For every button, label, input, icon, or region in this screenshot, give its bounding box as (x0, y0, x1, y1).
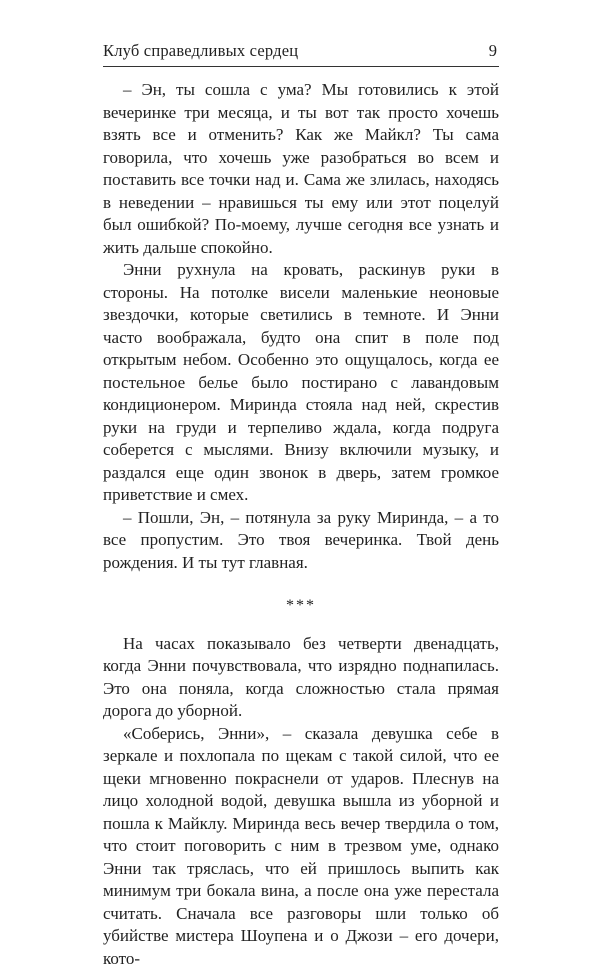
paragraph: «Соберись, Энни», – сказала девушка себе в зеркале и похлопала по щекам с такой силой, что ее щеки мгновенно покраснели от ударов. Плеснув на лицо холодной водой, девушка вышла из уборной и пошла к Майклу. Миринда весь вечер твердила о том, что стоит поговорить с ним в трезвом уме, однако Энни так тряслась, что ей пришлось выпить как минимум три бокала вина, а после она уже перестала считать. Сначала все разговоры шли только об убийстве мистера Шоупена и о Джози – его дочери, кото- (103, 723, 499, 970)
paragraph: – Эн, ты сошла с ума? Мы готовились к этой вечеринке три месяца, и ты вот так просто хочешь взять все и отменить? Как же Майкл? Ты сама говорила, что хочешь уже разобраться во всем и поставить все точки над и. Сама же злилась, находясь в неведении – нравишься ты ему или этот поцелуй был ошибкой? По-моему, лучше сегодня все узнать и жить дальше спокойно. (103, 79, 499, 259)
book-title: Клуб справедливых сердец (103, 41, 298, 61)
paragraph: Энни рухнула на кровать, раскинув руки в стороны. На потолке висели маленькие неоновые звездочки, которые светились в темноте. И Энни часто воображала, будто она спит в поле под открытым небом. Особенно это ощущалось, когда ее постельное белье было постирано с лавандовым кондиционером. Миринда стояла над ней, скрестив руки на груди и терпеливо ждала, когда подруга соберется с мыслями. Внизу включили музыку, и раздался еще один звонок в дверь, затем громкое приветствие и смех. (103, 259, 499, 507)
scene-break-separator: *** (103, 595, 499, 618)
paragraph: – Пошли, Эн, – потянула за руку Миринда, – а то все пропустим. Это твоя вечеринка. Твой день рождения. И ты тут главная. (103, 507, 499, 575)
body-text (103, 79, 499, 970)
paragraph: На часах показывало без четверти двенадцать, когда Энни почувствовала, что изрядно поднапилась. Это она поняла, когда сложностью стала прямая дорога до уборной. (103, 633, 499, 723)
page-number: 9 (489, 41, 497, 61)
running-header (103, 40, 499, 67)
